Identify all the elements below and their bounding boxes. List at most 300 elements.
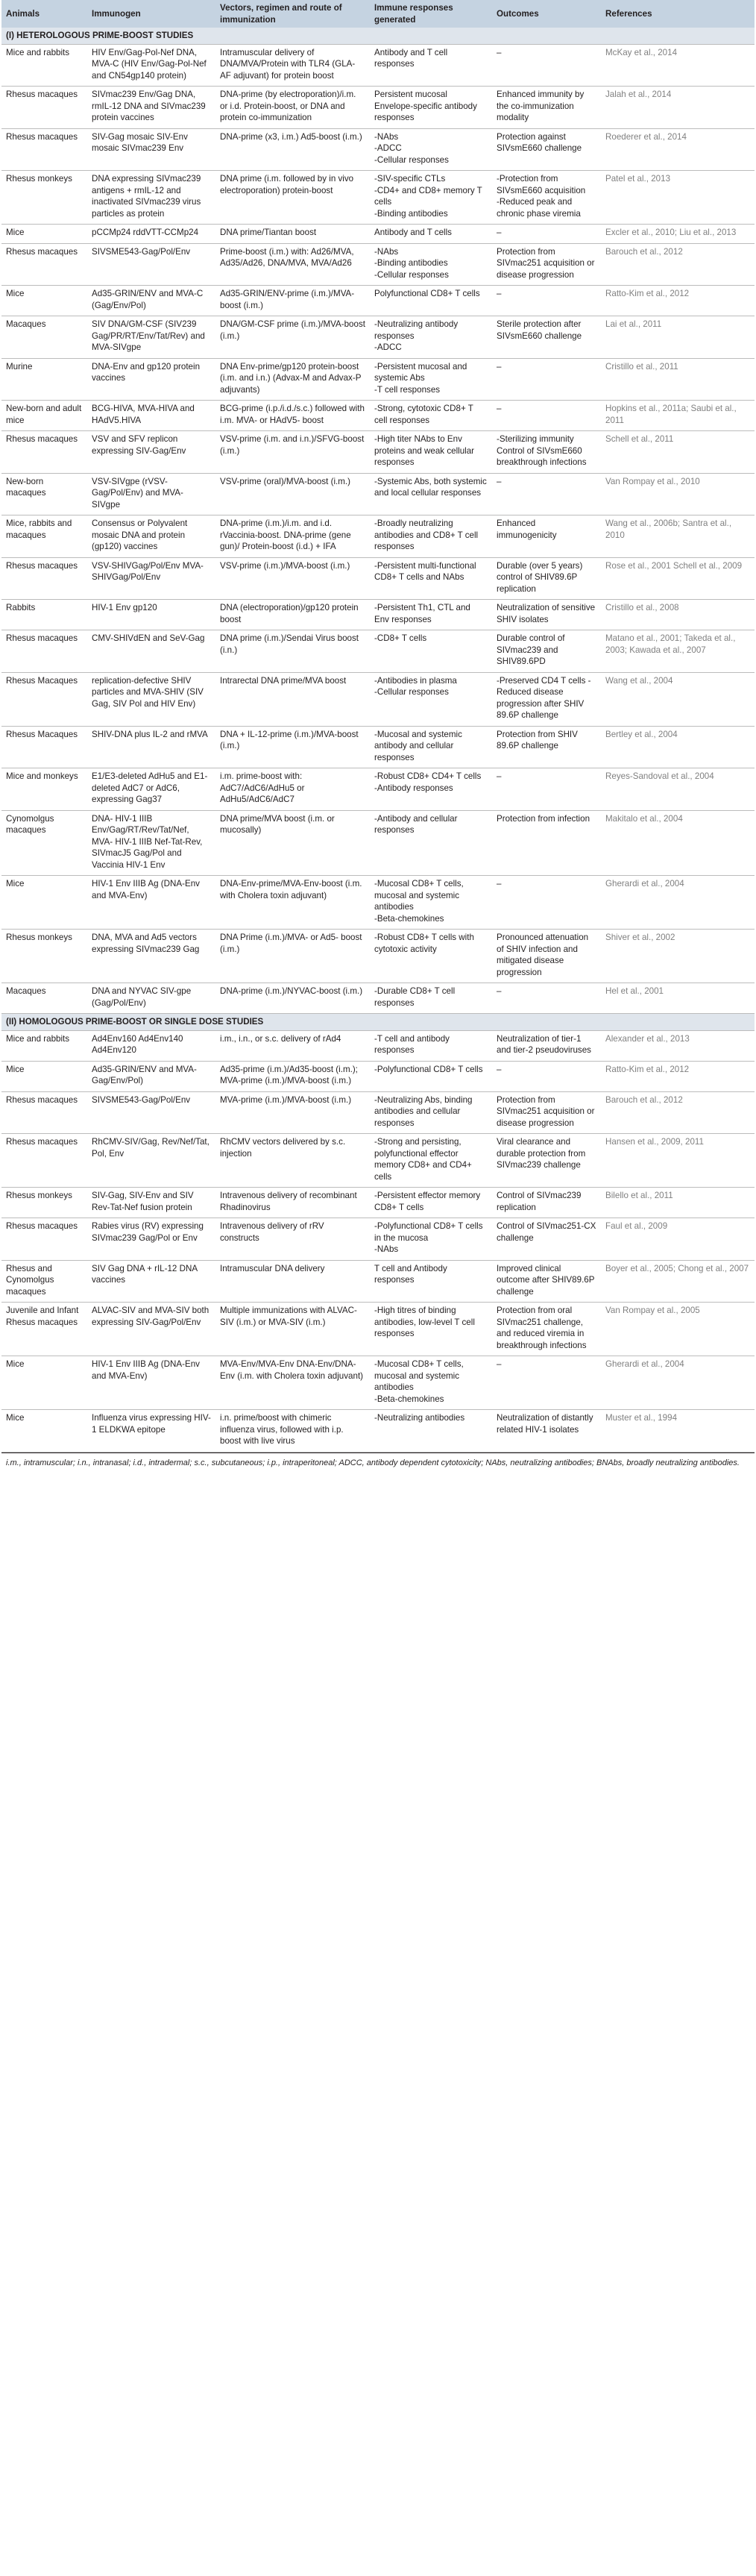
cell-references: Shiver et al., 2002 bbox=[601, 930, 755, 983]
cell-responses bbox=[370, 810, 492, 876]
column-header-immunogen: Immunogen bbox=[87, 0, 215, 28]
cell-references: Wang et al., 2004 bbox=[601, 672, 755, 726]
cell-line: -Neutralizing antibodies bbox=[374, 1413, 465, 1423]
cell-immunogen: SIV Gag DNA + rIL-12 DNA vaccines bbox=[87, 1260, 215, 1303]
cell-responses bbox=[370, 316, 492, 359]
table-footnote: i.m., intramuscular; i.n., intranasal; i.d., intradermal; s.c., subcutaneous; i.p., intraperitoneal; ADCC, antibody dependent cytotoxicity; NAbs, neutralizing antibodies; BNAbs, broadly neutralizing antibodies. bbox=[1, 1452, 755, 1472]
table-row bbox=[1, 128, 755, 171]
cell-immunogen: DNA, MVA and Ad5 vectors expressing SIVmac239 Gag bbox=[87, 930, 215, 983]
cell-responses bbox=[370, 1260, 492, 1303]
cell-animals: Mice and rabbits bbox=[1, 1030, 87, 1061]
cell-references: Ratto-Kim et al., 2012 bbox=[601, 286, 755, 316]
table-row bbox=[1, 358, 755, 401]
table-row bbox=[1, 630, 755, 673]
cell-animals: Mice bbox=[1, 1410, 87, 1452]
table-body bbox=[1, 28, 755, 1452]
cell-references: Gherardi et al., 2004 bbox=[601, 876, 755, 930]
cell-references: Ratto-Kim et al., 2012 bbox=[601, 1061, 755, 1091]
cell-line: -NAbs bbox=[374, 246, 399, 257]
cell-line: -Polyfunctional CD8+ T cells in the mucosa bbox=[374, 1221, 483, 1243]
cell-line: -Cellular responses bbox=[374, 154, 449, 165]
cell-responses bbox=[370, 515, 492, 558]
cell-vectors: MVA-Env/MVA-Env DNA-Env/DNA-Env (i.m. with Cholera toxin adjuvant) bbox=[215, 1356, 370, 1410]
cell-vectors: Ad35-GRIN/ENV-prime (i.m.)/MVA-boost (i.m.) bbox=[215, 286, 370, 316]
cell-vectors: DNA (electroporation)/gp120 protein boost bbox=[215, 600, 370, 630]
cell-vectors: i.m., i.n., or s.c. delivery of rAd4 bbox=[215, 1030, 370, 1061]
cell-outcomes bbox=[492, 930, 601, 983]
cell-references: Hansen et al., 2009, 2011 bbox=[601, 1134, 755, 1188]
cell-line: Antibody and T cells bbox=[374, 228, 452, 237]
cell-vectors: Intravenous delivery of rRV constructs bbox=[215, 1218, 370, 1261]
cell-line: -Binding antibodies bbox=[374, 258, 448, 268]
cell-outcomes bbox=[492, 1061, 601, 1091]
cell-immunogen: SIV DNA/GM-CSF (SIV239 Gag/PR/RT/Env/Tat/Rev) and MVA-SIVgpe bbox=[87, 316, 215, 359]
cell-line: Protection from infection bbox=[497, 813, 590, 824]
cell-line: -Cellular responses bbox=[374, 687, 449, 697]
cell-outcomes bbox=[492, 630, 601, 673]
cell-references: Lai et al., 2011 bbox=[601, 316, 755, 359]
cell-outcomes bbox=[492, 876, 601, 930]
cell-immunogen: Consensus or Polyvalent mosaic DNA and protein (gp120) vaccines bbox=[87, 515, 215, 558]
cell-animals: Rhesus monkeys bbox=[1, 171, 87, 225]
cell-outcomes bbox=[492, 1260, 601, 1303]
cell-responses bbox=[370, 1188, 492, 1218]
table-row bbox=[1, 810, 755, 876]
cell-immunogen: ALVAC-SIV and MVA-SIV both expressing SIV-Gag/Pol/Env bbox=[87, 1303, 215, 1356]
cell-immunogen: replication-defective SHIV particles and MVA-SHIV (SIV Gag, SIV Pol and HIV Env) bbox=[87, 672, 215, 726]
table-row bbox=[1, 1218, 755, 1261]
cell-animals: Mice, rabbits and macaques bbox=[1, 515, 87, 558]
table-row bbox=[1, 316, 755, 359]
cell-animals: Macaques bbox=[1, 983, 87, 1014]
cell-references: Rose et al., 2001 Schell et al., 2009 bbox=[601, 557, 755, 600]
cell-references: Matano et al., 2001; Takeda et al., 2003; Kawada et al., 2007 bbox=[601, 630, 755, 673]
cell-vectors: VSV-prime (i.m.)/MVA-boost (i.m.) bbox=[215, 557, 370, 600]
cell-line: -Strong and persisting, polyfunctional effector memory CD8+ and CD4+ cells bbox=[374, 1137, 472, 1182]
table-row bbox=[1, 600, 755, 630]
cell-vectors: BCG-prime (i.p./i.d./s.c.) followed with i.m. MVA- or HAdV5- boost bbox=[215, 401, 370, 431]
cell-line: Control of SIVmac239 replication bbox=[497, 1191, 582, 1212]
table-row bbox=[1, 515, 755, 558]
cell-immunogen: Ad35-GRIN/ENV and MVA- Gag/Env/Pol) bbox=[87, 1061, 215, 1091]
cell-line: -NAbs bbox=[374, 131, 399, 142]
cell-references: Faul et al., 2009 bbox=[601, 1218, 755, 1261]
cell-line: -Preserved CD4 T cells -Reduced disease progression after SHIV 89.6P challenge bbox=[497, 675, 591, 720]
cell-outcomes bbox=[492, 1030, 601, 1061]
table-row bbox=[1, 171, 755, 225]
cell-outcomes bbox=[492, 473, 601, 515]
cell-outcomes bbox=[492, 87, 601, 129]
cell-responses bbox=[370, 557, 492, 600]
cell-animals: Mice and rabbits bbox=[1, 44, 87, 87]
cell-references: Van Rompay et al., 2010 bbox=[601, 473, 755, 515]
cell-line: -Neutralizing Abs, binding antibodies and cellular responses bbox=[374, 1094, 473, 1128]
cell-responses bbox=[370, 225, 492, 244]
table-header bbox=[1, 0, 755, 28]
cell-animals: Rhesus macaques bbox=[1, 431, 87, 474]
table-row bbox=[1, 44, 755, 87]
table-row bbox=[1, 768, 755, 811]
table-row bbox=[1, 431, 755, 474]
cell-line: -SIV-specific CTLs bbox=[374, 174, 446, 184]
cell-animals: Rhesus Macaques bbox=[1, 672, 87, 726]
cell-references: Boyer et al., 2005; Chong et al., 2007 bbox=[601, 1260, 755, 1303]
cell-line: -Antibody and cellular responses bbox=[374, 813, 458, 835]
cell-line: – bbox=[497, 476, 502, 486]
cell-references: Schell et al., 2011 bbox=[601, 431, 755, 474]
cell-animals: Mice and monkeys bbox=[1, 768, 87, 811]
cell-line: -Cellular responses bbox=[374, 269, 449, 280]
table-row bbox=[1, 726, 755, 768]
cell-outcomes bbox=[492, 243, 601, 286]
cell-line: Protection from SIVmac251 acquisition or disease progression bbox=[497, 246, 595, 280]
cell-line: – bbox=[497, 228, 502, 237]
cell-responses bbox=[370, 768, 492, 811]
cell-references: Reyes-Sandoval et al., 2004 bbox=[601, 768, 755, 811]
cell-line: Neutralization of sensitive SHIV isolates bbox=[497, 603, 596, 624]
cell-outcomes bbox=[492, 557, 601, 600]
cell-immunogen: pCCMp24 rddVTT-CCMp24 bbox=[87, 225, 215, 244]
cell-line: -Mucosal CD8+ T cells, mucosal and systemic antibodies bbox=[374, 1359, 464, 1392]
cell-immunogen: Ad35-GRIN/ENV and MVA-C (Gag/Env/Pol) bbox=[87, 286, 215, 316]
cell-outcomes bbox=[492, 1188, 601, 1218]
cell-vectors: DNA-prime (i.m.)/i.m. and i.d. rVaccinia-boost. DNA-prime (gene gun)/ Protein-boost (i.d.) + IFA bbox=[215, 515, 370, 558]
column-header-responses: Immune responses generated bbox=[370, 0, 492, 28]
cell-outcomes bbox=[492, 401, 601, 431]
table-row bbox=[1, 876, 755, 930]
cell-references: Gherardi et al., 2004 bbox=[601, 1356, 755, 1410]
cell-line: -ADCC bbox=[374, 143, 402, 153]
cell-responses bbox=[370, 600, 492, 630]
cell-immunogen: SIVSME543-Gag/Pol/Env bbox=[87, 1091, 215, 1134]
cell-responses bbox=[370, 1134, 492, 1188]
cell-references: Bilello et al., 2011 bbox=[601, 1188, 755, 1218]
cell-vectors: DNA-Env-prime/MVA-Env-boost (i.m. with Cholera toxin adjuvant) bbox=[215, 876, 370, 930]
cell-responses bbox=[370, 672, 492, 726]
cell-line: -Persistent Th1, CTL and Env responses bbox=[374, 603, 470, 624]
table-row bbox=[1, 1091, 755, 1134]
cell-references: Van Rompay et al., 2005 bbox=[601, 1303, 755, 1356]
cell-vectors: DNA/GM-CSF prime (i.m.)/MVA-boost (i.m.) bbox=[215, 316, 370, 359]
cell-line: -Robust CD8+ CD4+ T cells bbox=[374, 771, 482, 781]
cell-immunogen: SIV-Gag, SIV-Env and SIV Rev-Tat-Nef fusion protein bbox=[87, 1188, 215, 1218]
cell-immunogen: DNA and NYVAC SIV-gpe (Gag/Pol/Env) bbox=[87, 983, 215, 1014]
cell-immunogen: Influenza virus expressing HIV-1 ELDKWA epitope bbox=[87, 1410, 215, 1452]
cell-line: -Antibody responses bbox=[374, 783, 453, 793]
section-row bbox=[1, 28, 755, 44]
cell-line: – bbox=[497, 986, 502, 996]
cell-outcomes bbox=[492, 768, 601, 811]
cell-responses bbox=[370, 1356, 492, 1410]
cell-line: -NAbs bbox=[374, 1244, 399, 1254]
cell-line: Protection from SHIV 89.6P challenge bbox=[497, 729, 578, 750]
column-header-animals: Animals bbox=[1, 0, 87, 28]
cell-line: -Binding antibodies bbox=[374, 208, 448, 219]
cell-animals: Macaques bbox=[1, 316, 87, 359]
cell-line: – bbox=[497, 289, 502, 298]
cell-outcomes bbox=[492, 1410, 601, 1452]
cell-line: – bbox=[497, 1359, 502, 1369]
cell-references: Roederer et al., 2014 bbox=[601, 128, 755, 171]
cell-responses bbox=[370, 473, 492, 515]
section-title: (II) HOMOLOGOUS PRIME-BOOST OR SINGLE DOSE STUDIES bbox=[1, 1014, 755, 1031]
cell-line: -Beta-chemokines bbox=[374, 1394, 444, 1404]
cell-line: -Mucosal and systemic antibody and cellular responses bbox=[374, 729, 462, 762]
cell-line: Protection from SIVmac251 acquisition or disease progression bbox=[497, 1094, 595, 1128]
table-row bbox=[1, 1030, 755, 1061]
cell-immunogen: HIV-1 Env gp120 bbox=[87, 600, 215, 630]
cell-line: -Systemic Abs, both systemic and local cellular responses bbox=[374, 476, 487, 498]
cell-animals: Rabbits bbox=[1, 600, 87, 630]
cell-responses bbox=[370, 983, 492, 1014]
cell-line: – bbox=[497, 361, 502, 372]
cell-responses bbox=[370, 44, 492, 87]
cell-outcomes bbox=[492, 515, 601, 558]
cell-line: Durable (over 5 years) control of SHIV89.6P replication bbox=[497, 560, 583, 594]
table-row bbox=[1, 243, 755, 286]
cell-outcomes bbox=[492, 983, 601, 1014]
cell-line: -Strong, cytotoxic CD8+ T cell responses bbox=[374, 404, 473, 425]
cell-outcomes bbox=[492, 810, 601, 876]
section-row bbox=[1, 1014, 755, 1031]
cell-line: Durable control of SIVmac239 and SHIV89.6PD bbox=[497, 633, 565, 666]
cell-vectors: VSV-prime (i.m. and i.n.)/SFVG-boost (i.m.) bbox=[215, 431, 370, 474]
cell-line: -Persistent effector memory CD8+ T cells bbox=[374, 1191, 481, 1212]
cell-line: Enhanced immunogenicity bbox=[497, 518, 557, 540]
cell-vectors: Intrarectal DNA prime/MVA boost bbox=[215, 672, 370, 726]
cell-references: Makitalo et al., 2004 bbox=[601, 810, 755, 876]
cell-animals: Rhesus monkeys bbox=[1, 930, 87, 983]
cell-vectors: MVA-prime (i.m.)/MVA-boost (i.m.) bbox=[215, 1091, 370, 1134]
cell-references: Patel et al., 2013 bbox=[601, 171, 755, 225]
cell-responses bbox=[370, 1303, 492, 1356]
cell-line: -Robust CD8+ T cells with cytotoxic activity bbox=[374, 933, 474, 954]
cell-immunogen: HIV Env/Gag-Pol-Nef DNA, MVA-C (HIV Env/Gag-Pol-Nef and CN54gp140 protein) bbox=[87, 44, 215, 87]
cell-line: -Neutralizing antibody responses bbox=[374, 319, 459, 341]
cell-line: -T cell and antibody responses bbox=[374, 1033, 450, 1055]
cell-line: Improved clinical outcome after SHIV89.6P challenge bbox=[497, 1263, 595, 1297]
cell-animals: Rhesus macaques bbox=[1, 1091, 87, 1134]
cell-line: – bbox=[497, 404, 502, 413]
section-title: (I) HETEROLOGOUS PRIME-BOOST STUDIES bbox=[1, 28, 755, 44]
cell-line: Sterile protection after SIVsmE660 challenge bbox=[497, 319, 582, 341]
cell-outcomes bbox=[492, 431, 601, 474]
cell-immunogen: SHIV-DNA plus IL-2 and rMVA bbox=[87, 726, 215, 768]
cell-outcomes bbox=[492, 1134, 601, 1188]
table-row bbox=[1, 473, 755, 515]
cell-vectors: DNA-prime (i.m.)/NYVAC-boost (i.m.) bbox=[215, 983, 370, 1014]
cell-animals: Rhesus macaques bbox=[1, 87, 87, 129]
cell-immunogen: Rabies virus (RV) expressing SIVmac239 Gag/Pol or Env bbox=[87, 1218, 215, 1261]
cell-animals: New-born and adult mice bbox=[1, 401, 87, 431]
cell-vectors: DNA Prime (i.m.)/MVA- or Ad5- boost (i.m.) bbox=[215, 930, 370, 983]
cell-immunogen: CMV-SHIVdEN and SeV-Gag bbox=[87, 630, 215, 673]
cell-line: -High titres of binding antibodies, low-level T cell responses bbox=[374, 1306, 475, 1338]
cell-vectors: DNA-prime (by electroporation)/i.m. or i.d. Protein-boost, or DNA and protein co-immunization bbox=[215, 87, 370, 129]
cell-outcomes bbox=[492, 726, 601, 768]
cell-animals: Mice bbox=[1, 286, 87, 316]
cell-immunogen: RhCMV-SIV/Gag, Rev/Nef/Tat, Pol, Env bbox=[87, 1134, 215, 1188]
cell-immunogen: E1/E3-deleted AdHu5 and E1-deleted AdC7 or AdC6, expressing Gag37 bbox=[87, 768, 215, 811]
table-row bbox=[1, 983, 755, 1014]
cell-immunogen: VSV and SFV replicon expressing SIV-Gag/Env bbox=[87, 431, 215, 474]
cell-references: Barouch et al., 2012 bbox=[601, 243, 755, 286]
cell-line: -Durable CD8+ T cell responses bbox=[374, 986, 456, 1008]
cell-responses bbox=[370, 171, 492, 225]
cell-animals: Juvenile and Infant Rhesus macaques bbox=[1, 1303, 87, 1356]
cell-outcomes bbox=[492, 225, 601, 244]
cell-responses bbox=[370, 286, 492, 316]
cell-line: Polyfunctional CD8+ T cells bbox=[374, 289, 480, 298]
cell-line: -Mucosal CD8+ T cells, mucosal and systemic antibodies bbox=[374, 879, 464, 912]
table-row bbox=[1, 225, 755, 244]
cell-line: -T cell responses bbox=[374, 384, 441, 395]
column-header-references: References bbox=[601, 0, 755, 28]
cell-responses bbox=[370, 726, 492, 768]
cell-outcomes bbox=[492, 1091, 601, 1134]
cell-responses bbox=[370, 1091, 492, 1134]
cell-animals: Rhesus and Cynomolgus macaques bbox=[1, 1260, 87, 1303]
cell-animals: Mice bbox=[1, 876, 87, 930]
cell-responses bbox=[370, 128, 492, 171]
cell-vectors: DNA prime/MVA boost (i.m. or mucosally) bbox=[215, 810, 370, 876]
cell-responses bbox=[370, 1218, 492, 1261]
cell-animals: New-born macaques bbox=[1, 473, 87, 515]
table-row bbox=[1, 1356, 755, 1410]
cell-animals: Rhesus monkeys bbox=[1, 1188, 87, 1218]
cell-references: Hopkins et al., 2011a; Saubi et al., 2011 bbox=[601, 401, 755, 431]
cell-immunogen: BCG-HIVA, MVA-HIVA and HAdV5.HIVA bbox=[87, 401, 215, 431]
cell-animals: Rhesus macaques bbox=[1, 557, 87, 600]
cell-animals: Mice bbox=[1, 1356, 87, 1410]
cell-outcomes bbox=[492, 1218, 601, 1261]
cell-line: -High titer NAbs to Env proteins and weak cellular responses bbox=[374, 434, 475, 467]
cell-animals: Mice bbox=[1, 225, 87, 244]
cell-responses bbox=[370, 431, 492, 474]
cell-line: Neutralization of tier-1 and tier-2 pseudoviruses bbox=[497, 1033, 591, 1055]
cell-immunogen: HIV-1 Env IIIB Ag (DNA-Env and MVA-Env) bbox=[87, 876, 215, 930]
cell-references: Wang et al., 2006b; Santra et al., 2010 bbox=[601, 515, 755, 558]
cell-responses bbox=[370, 1410, 492, 1452]
cell-references: McKay et al., 2014 bbox=[601, 44, 755, 87]
cell-references: Cristillo et al., 2008 bbox=[601, 600, 755, 630]
cell-animals: Murine bbox=[1, 358, 87, 401]
cell-outcomes bbox=[492, 44, 601, 87]
table-row bbox=[1, 286, 755, 316]
table-row bbox=[1, 672, 755, 726]
cell-vectors: RhCMV vectors delivered by s.c. injection bbox=[215, 1134, 370, 1188]
cell-references: Cristillo et al., 2011 bbox=[601, 358, 755, 401]
table-row bbox=[1, 87, 755, 129]
cell-outcomes bbox=[492, 672, 601, 726]
cell-vectors: DNA-prime (x3, i.m.) Ad5-boost (i.m.) bbox=[215, 128, 370, 171]
table-row bbox=[1, 557, 755, 600]
cell-outcomes bbox=[492, 316, 601, 359]
column-header-vectors: Vectors, regimen and route of immunization bbox=[215, 0, 370, 28]
cell-outcomes bbox=[492, 171, 601, 225]
cell-outcomes bbox=[492, 128, 601, 171]
cell-vectors: Intramuscular DNA delivery bbox=[215, 1260, 370, 1303]
cell-line: -Antibodies in plasma bbox=[374, 675, 457, 686]
cell-vectors: VSV-prime (oral)/MVA-boost (i.m.) bbox=[215, 473, 370, 515]
table-row bbox=[1, 401, 755, 431]
cell-immunogen: DNA-Env and gp120 protein vaccines bbox=[87, 358, 215, 401]
column-header-outcomes: Outcomes bbox=[492, 0, 601, 28]
cell-responses bbox=[370, 243, 492, 286]
cell-responses bbox=[370, 930, 492, 983]
cell-responses bbox=[370, 630, 492, 673]
cell-line: -Beta-chemokines bbox=[374, 913, 444, 924]
table-row bbox=[1, 1410, 755, 1452]
cell-vectors: i.n. prime/boost with chimeric influenza virus, followed with i.p. boost with live virus bbox=[215, 1410, 370, 1452]
cell-animals: Rhesus macaques bbox=[1, 128, 87, 171]
cell-responses bbox=[370, 401, 492, 431]
cell-line: -Persistent mucosal and systemic Abs bbox=[374, 361, 467, 383]
cell-immunogen: DNA expressing SIVmac239 antigens + rmIL-12 and inactivated SIVmac239 virus particles as protein bbox=[87, 171, 215, 225]
cell-immunogen: SIVSME543-Gag/Pol/Env bbox=[87, 243, 215, 286]
cell-immunogen: HIV-1 Env IIIB Ag (DNA-Env and MVA-Env) bbox=[87, 1356, 215, 1410]
cell-animals: Rhesus macaques bbox=[1, 630, 87, 673]
cell-line: -Reduced peak and chronic phase viremia bbox=[497, 197, 581, 219]
cell-immunogen: VSV-SHIVGag/Pol/Env MVA-SHIVGag/Pol/Env bbox=[87, 557, 215, 600]
cell-animals: Cynomolgus macaques bbox=[1, 810, 87, 876]
cell-line: -Protection from SIVsmE660 acquisition bbox=[497, 174, 586, 195]
cell-line: -ADCC bbox=[374, 342, 402, 352]
cell-line: Pronounced attenuation of SHIV infection and mitigated disease progression bbox=[497, 933, 589, 977]
cell-vectors: Prime-boost (i.m.) with: Ad26/MVA, Ad35/Ad26, DNA/MVA, MVA/Ad26 bbox=[215, 243, 370, 286]
cell-references: Excler et al., 2010; Liu et al., 2013 bbox=[601, 225, 755, 244]
cell-references: Jalah et al., 2014 bbox=[601, 87, 755, 129]
cell-line: Control of SIVmac251-CX challenge bbox=[497, 1221, 596, 1243]
cell-line: – bbox=[497, 47, 502, 57]
cell-responses bbox=[370, 87, 492, 129]
cell-line: Antibody and T cell responses bbox=[374, 47, 448, 69]
cell-vectors: DNA prime/Tiantan boost bbox=[215, 225, 370, 244]
table-row bbox=[1, 1061, 755, 1091]
cell-immunogen: Ad4Env160 Ad4Env140 Ad4Env120 bbox=[87, 1030, 215, 1061]
cell-vectors: Intravenous delivery of recombinant Rhadinovirus bbox=[215, 1188, 370, 1218]
immunization-studies-table bbox=[1, 0, 755, 1452]
cell-immunogen: VSV-SIVgpe (rVSV-Gag/Pol/Env) and MVA-SIVgpe bbox=[87, 473, 215, 515]
cell-animals: Mice bbox=[1, 1061, 87, 1091]
cell-animals: Rhesus macaques bbox=[1, 1218, 87, 1261]
cell-line: -CD4+ and CD8+ memory T cells bbox=[374, 185, 482, 207]
cell-vectors: DNA prime (i.m. followed by in vivo electroporation) protein-boost bbox=[215, 171, 370, 225]
cell-vectors: DNA + IL-12-prime (i.m.)/MVA-boost (i.m.) bbox=[215, 726, 370, 768]
cell-line: -Sterilizing immunity Control of SIVsmE660 breakthrough infections bbox=[497, 434, 587, 467]
cell-references: Hel et al., 2001 bbox=[601, 983, 755, 1014]
cell-vectors: DNA Env-prime/gp120 protein-boost (i.m. and i.n.) (Advax-M and Advax-P adjuvants) bbox=[215, 358, 370, 401]
cell-line: Enhanced immunity by the co-immunization modality bbox=[497, 90, 585, 122]
cell-responses bbox=[370, 358, 492, 401]
cell-line: Protection against SIVsmE660 challenge bbox=[497, 131, 582, 153]
cell-outcomes bbox=[492, 1356, 601, 1410]
cell-outcomes bbox=[492, 358, 601, 401]
cell-immunogen: SIV-Gag mosaic SIV-Env mosaic SIVmac239 Env bbox=[87, 128, 215, 171]
table-row bbox=[1, 1303, 755, 1356]
table-row bbox=[1, 1260, 755, 1303]
cell-references: Bertley et al., 2004 bbox=[601, 726, 755, 768]
cell-vectors: i.m. prime-boost with: AdC7/AdC6/AdHu5 or AdHu5/AdC6/AdC7 bbox=[215, 768, 370, 811]
cell-line: Neutralization of distantly related HIV-1 isolates bbox=[497, 1413, 593, 1435]
cell-responses bbox=[370, 1061, 492, 1091]
cell-line: -Polyfunctional CD8+ T cells bbox=[374, 1064, 483, 1074]
cell-outcomes bbox=[492, 286, 601, 316]
cell-line: – bbox=[497, 771, 502, 781]
cell-vectors: Intramuscular delivery of DNA/MVA/Protein with TLR4 (GLA-AF adjuvant) for protein boost bbox=[215, 44, 370, 87]
cell-responses bbox=[370, 1030, 492, 1061]
cell-vectors: Ad35-prime (i.m.)/Ad35-boost (i.m.); MVA-prime (i.m.)/MVA-boost (i.m.) bbox=[215, 1061, 370, 1091]
